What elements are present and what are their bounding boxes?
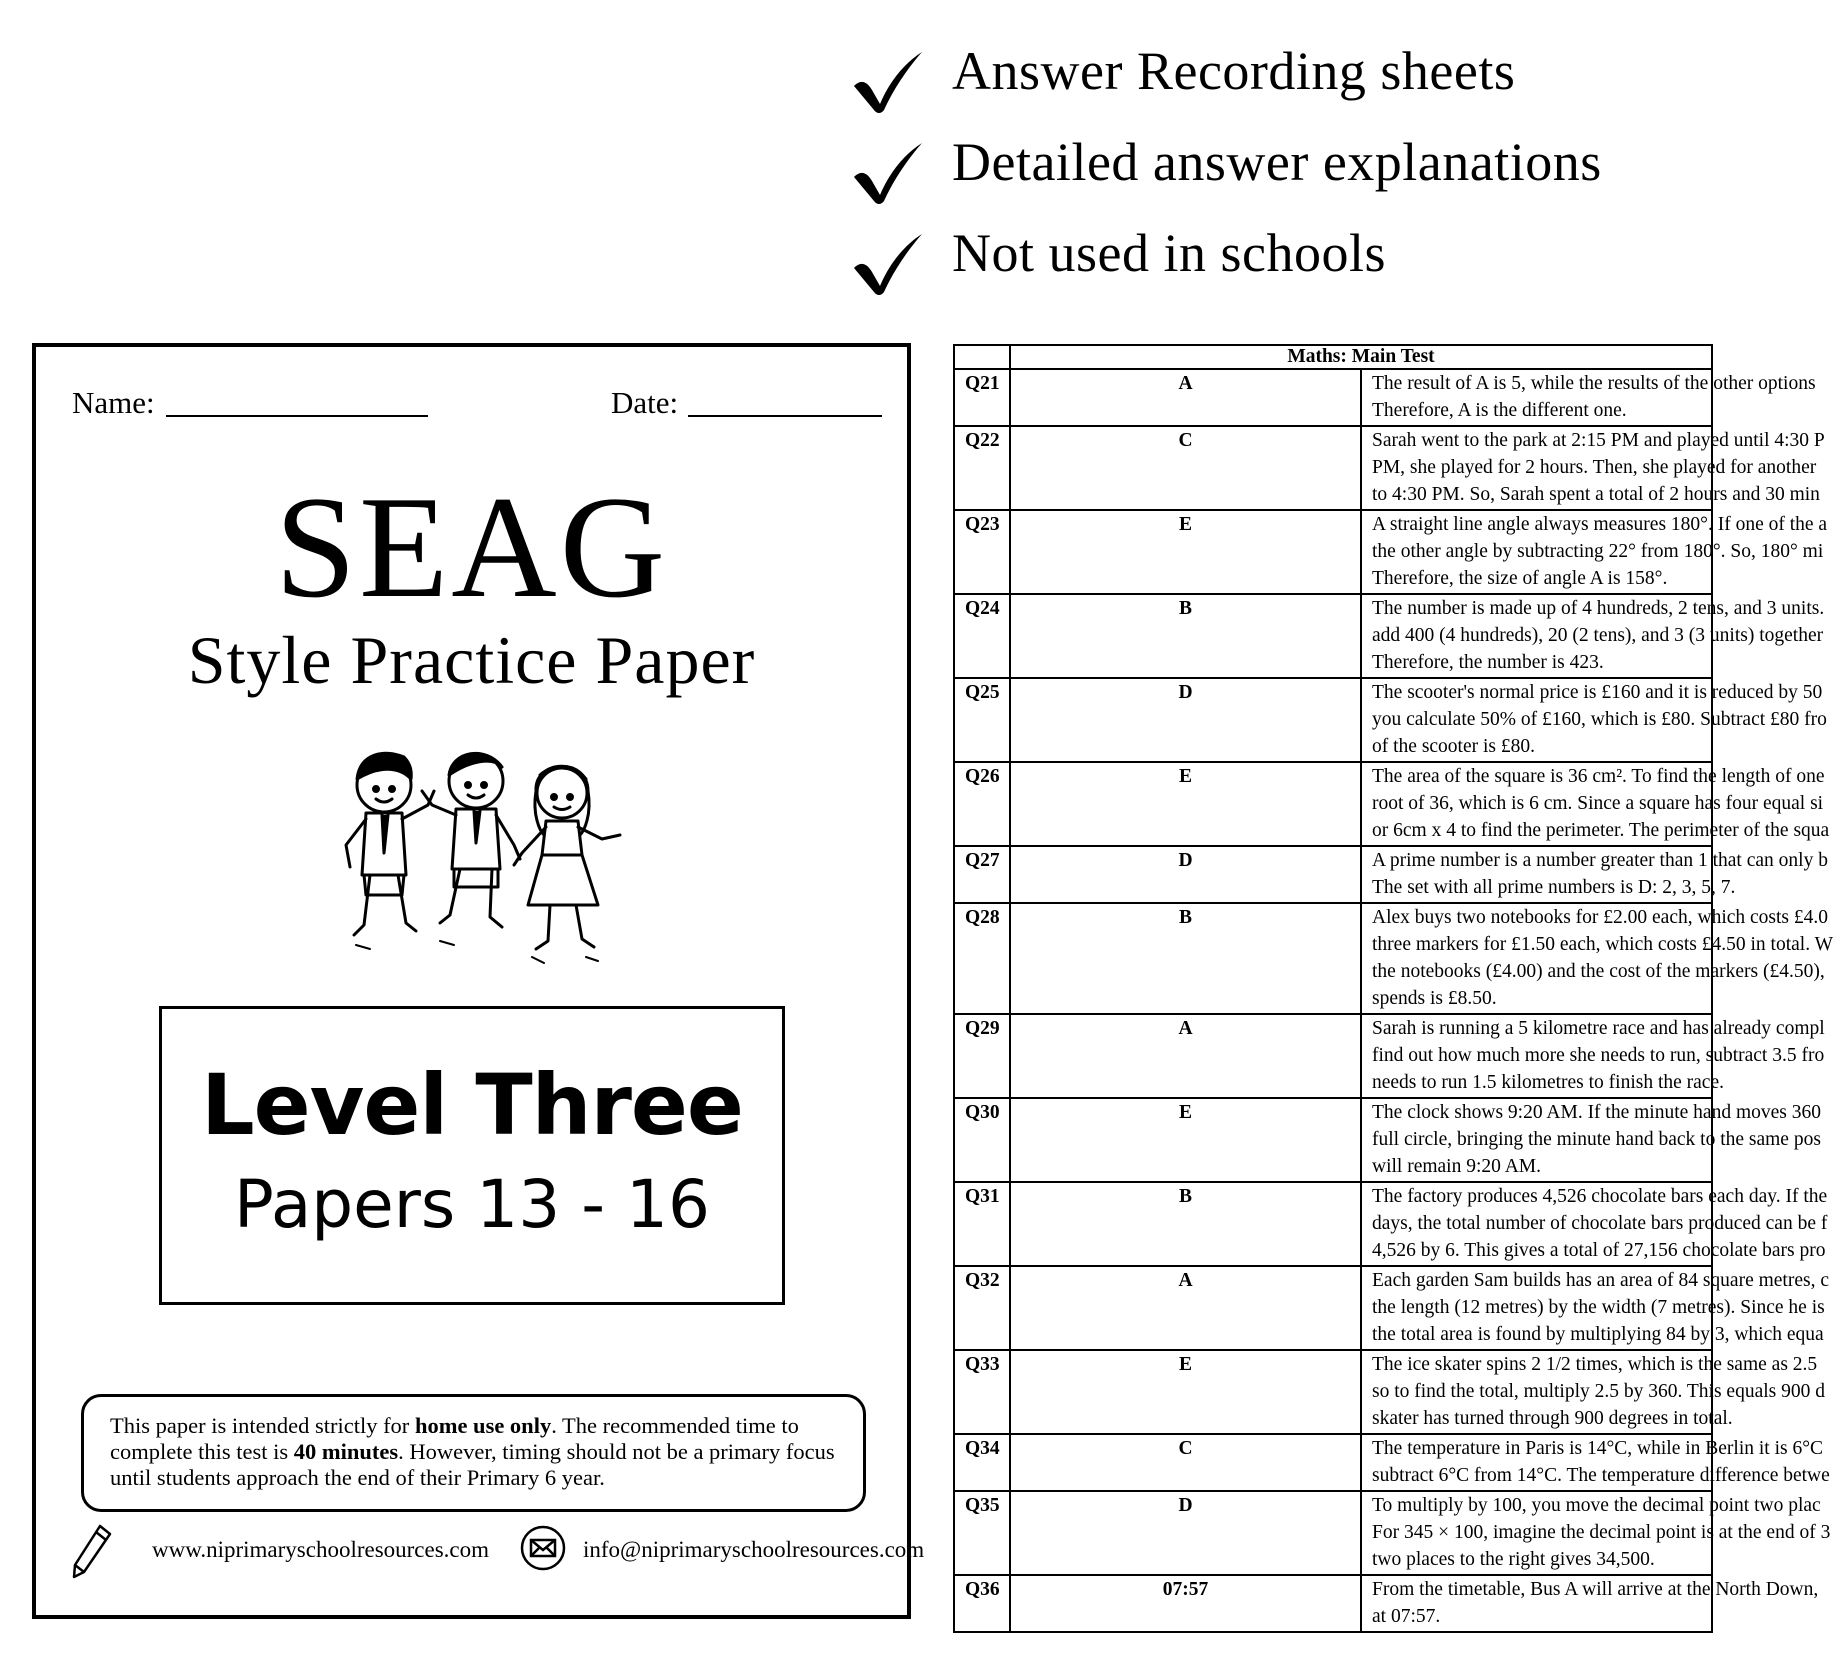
explanation-line: Alex buys two notebooks for £2.00 each, which costs £4.0 [1372, 907, 1829, 928]
answer-cell: B [1010, 903, 1361, 1014]
explanation-line: For 345 × 100, imagine the decimal point is at the end of 3 [1372, 1522, 1831, 1543]
email-icon [520, 1525, 566, 1571]
question-number-cell: Q34 [954, 1434, 1010, 1491]
explanation-line: The factory produces 4,526 chocolate bars each day. If the [1372, 1186, 1828, 1207]
check-icon [850, 50, 924, 114]
explanation-line: Each garden Sam builds has an area of 84 square metres, c [1372, 1270, 1829, 1291]
explanation-line: full circle, bringing the minute hand back to the same pos [1372, 1129, 1821, 1150]
explanation-cell [1361, 1434, 1830, 1491]
page-title: SEAG [274, 466, 669, 628]
explanation-cell [1361, 1350, 1825, 1434]
question-number-cell: Q27 [954, 846, 1010, 903]
notice-emphasis: home use only [414, 1413, 552, 1438]
explanation-line: From the timetable, Bus A will arrive at the North Down, [1372, 1579, 1819, 1600]
explanation-line: the length (12 metres) by the width (7 metres). Since he is [1372, 1297, 1825, 1318]
answer-cell: E [1010, 1098, 1361, 1182]
table-row [954, 678, 1712, 762]
explanation-line: 4,526 by 6. This gives a total of 27,156 chocolate bars pro [1372, 1240, 1826, 1261]
table-row [954, 1491, 1712, 1575]
explanation-line: to 4:30 PM. So, Sarah spent a total of 2 hours and 30 min [1372, 484, 1820, 505]
explanation-line: find out how much more she needs to run, subtract 3.5 fro [1372, 1045, 1825, 1066]
explanation-line: or 6cm x 4 to find the perimeter. The perimeter of the squa [1372, 820, 1830, 841]
answer-cell: D [1010, 678, 1361, 762]
table-header-row [954, 345, 1712, 369]
explanation-cell [1361, 1491, 1831, 1575]
explanation-line: Therefore, A is the different one. [1372, 400, 1627, 421]
explanation-cell [1361, 762, 1830, 846]
date-line [688, 415, 882, 417]
explanation-line: so to find the total, multiply 2.5 by 360. This equals 900 d [1372, 1381, 1825, 1402]
explanation-line: A straight line angle always measures 180°. If one of the a [1372, 514, 1828, 535]
answer-cell: C [1010, 1434, 1361, 1491]
table-row [954, 903, 1712, 1014]
explanation-line: spends is £8.50. [1372, 988, 1497, 1009]
explanation-line: The ice skater spins 2 1/2 times, which is the same as 2.5 [1372, 1354, 1818, 1375]
explanation-cell [1361, 594, 1825, 678]
feature-text: Not used in schools [952, 223, 1386, 283]
explanation-cell [1361, 1575, 1819, 1632]
question-number-cell: Q30 [954, 1098, 1010, 1182]
explanation-line: To multiply by 100, you move the decimal point two plac [1372, 1495, 1821, 1516]
feature-text: Answer Recording sheets [952, 41, 1516, 101]
explanation-line: the total area is found by multiplying 84 by 3, which equa [1372, 1324, 1824, 1345]
explanation-line: needs to run 1.5 kilometres to finish the race. [1372, 1072, 1724, 1093]
cover-page [32, 343, 925, 1619]
question-number-cell: Q22 [954, 426, 1010, 510]
explanation-line: at 07:57. [1372, 1606, 1441, 1627]
table-row [954, 1266, 1712, 1350]
explanation-line: PM, she played for 2 hours. Then, she played for another [1372, 457, 1817, 478]
notice-text: . The recommended time to complete this test is [110, 1413, 799, 1464]
explanation-line: Sarah went to the park at 2:15 PM and played until 4:30 P [1372, 430, 1825, 451]
question-number-cell: Q24 [954, 594, 1010, 678]
answer-cell: E [1010, 510, 1361, 594]
table-row [954, 1434, 1712, 1491]
explanation-line: you calculate 50% of £160, which is £80. Subtract £80 fro [1372, 709, 1827, 730]
pencil-icon [70, 1522, 114, 1580]
table-row [954, 1575, 1712, 1632]
check-icon [850, 141, 924, 205]
explanation-line: two places to the right gives 34,500. [1372, 1549, 1655, 1570]
explanation-line: A prime number is a number greater than 1 that can only b [1372, 850, 1828, 871]
question-number-cell: Q21 [954, 369, 1010, 426]
explanation-cell [1361, 903, 1833, 1014]
explanation-line: will remain 9:20 AM. [1372, 1156, 1541, 1177]
explanation-line: root of 36, which is 6 cm. Since a square has four equal si [1372, 793, 1824, 814]
question-number-cell: Q25 [954, 678, 1010, 762]
explanation-line: The clock shows 9:20 AM. If the minute hand moves 360 [1372, 1102, 1821, 1123]
check-icon [850, 232, 924, 296]
answer-cell: B [1010, 1182, 1361, 1266]
answer-cell: D [1010, 1491, 1361, 1575]
notice-text: This paper is intended strictly for [110, 1413, 415, 1438]
feature-text: Detailed answer explanations [952, 132, 1602, 192]
explanation-cell [1361, 426, 1825, 510]
answer-cell: A [1010, 369, 1361, 426]
answer-table [953, 344, 1833, 1633]
question-number-cell: Q35 [954, 1491, 1010, 1575]
answer-cell: D [1010, 846, 1361, 903]
explanation-line: The area of the square is 36 cm². To find the length of one [1372, 766, 1825, 787]
question-number-cell: Q31 [954, 1182, 1010, 1266]
explanation-cell [1361, 1182, 1828, 1266]
question-number-cell: Q33 [954, 1350, 1010, 1434]
explanation-line: days, the total number of chocolate bars produced can be f [1372, 1213, 1828, 1234]
explanation-cell [1361, 510, 1828, 594]
explanation-line: the notebooks (£4.00) and the cost of the markers (£4.50), [1372, 961, 1825, 982]
level-title: Level Three [201, 1056, 743, 1154]
answer-cell: E [1010, 762, 1361, 846]
answer-cell: A [1010, 1014, 1361, 1098]
explanation-cell [1361, 1266, 1829, 1350]
level-papers: Papers 13 - 16 [233, 1166, 711, 1243]
answer-cell: B [1010, 594, 1361, 678]
explanation-line: subtract 6°C from 14°C. The temperature difference betwe [1372, 1465, 1830, 1486]
answer-cell: A [1010, 1266, 1361, 1350]
explanation-line: The result of A is 5, while the results of the other options [1372, 373, 1816, 394]
answer-cell: C [1010, 426, 1361, 510]
table-row [954, 762, 1712, 846]
explanation-line: The number is made up of 4 hundreds, 2 tens, and 3 units. [1372, 598, 1825, 619]
home-use-notice [81, 1394, 866, 1512]
explanation-line: skater has turned through 900 degrees in total. [1372, 1408, 1733, 1429]
question-number-cell: Q36 [954, 1575, 1010, 1632]
notice-emphasis: 40 minutes [293, 1439, 399, 1464]
table-row [954, 369, 1712, 426]
explanation-line: The scooter's normal price is £160 and it is reduced by 50 [1372, 682, 1823, 703]
explanation-cell [1361, 369, 1816, 426]
explanation-cell [1361, 1098, 1821, 1182]
answer-cell: E [1010, 1350, 1361, 1434]
explanation-line: Therefore, the size of angle A is 158°. [1372, 568, 1668, 589]
answer-cell: 07:57 [1010, 1575, 1361, 1632]
table-row [954, 426, 1712, 510]
question-number-cell: Q32 [954, 1266, 1010, 1350]
name-label: Name: [72, 385, 155, 420]
question-number-cell: Q23 [954, 510, 1010, 594]
level-box [159, 1006, 785, 1305]
explanation-line: Sarah is running a 5 kilometre race and has already compl [1372, 1018, 1825, 1039]
explanation-line: add 400 (4 hundreds), 20 (2 tens), and 3 (3 units) together [1372, 625, 1824, 646]
answer-table-title: Maths: Main Test [1010, 345, 1712, 369]
explanation-line: of the scooter is £80. [1372, 736, 1536, 757]
children-illustration [336, 735, 636, 975]
explanation-line: The temperature in Paris is 14°C, while in Berlin it is 6°C [1372, 1438, 1824, 1459]
question-number-cell: Q28 [954, 903, 1010, 1014]
explanation-cell [1361, 846, 1828, 903]
explanation-line: The set with all prime numbers is D: 2, 3, 5, 7. [1372, 877, 1736, 898]
name-line [166, 415, 428, 417]
table-row [954, 1098, 1712, 1182]
header-empty-cell [954, 345, 1010, 369]
question-number-cell: Q29 [954, 1014, 1010, 1098]
table-row [954, 510, 1712, 594]
question-number-cell: Q26 [954, 762, 1010, 846]
table-row [954, 846, 1712, 903]
date-label: Date: [611, 385, 679, 420]
answer-sheet [953, 344, 1833, 1633]
explanation-line: the other angle by subtracting 22° from 180°. So, 180° mi [1372, 541, 1824, 562]
page-subtitle: Style Practice Paper [187, 622, 756, 698]
cover-footer [70, 1519, 925, 1589]
explanation-cell [1361, 1014, 1825, 1098]
explanation-line: three markers for £1.50 each, which costs £4.50 in total. W [1372, 934, 1833, 955]
table-row [954, 1350, 1712, 1434]
website-link[interactable]: www.niprimaryschoolresources.com [152, 1537, 490, 1562]
notice-text: . However, timing should not be a primary focus until students approach the end of their Primary 6 year. [110, 1439, 835, 1490]
table-row [954, 1014, 1712, 1098]
explanation-cell [1361, 678, 1827, 762]
email-link[interactable]: info@niprimaryschoolresources.com [583, 1537, 925, 1562]
table-row [954, 594, 1712, 678]
table-row [954, 1182, 1712, 1266]
explanation-line: Therefore, the number is 423. [1372, 652, 1604, 673]
